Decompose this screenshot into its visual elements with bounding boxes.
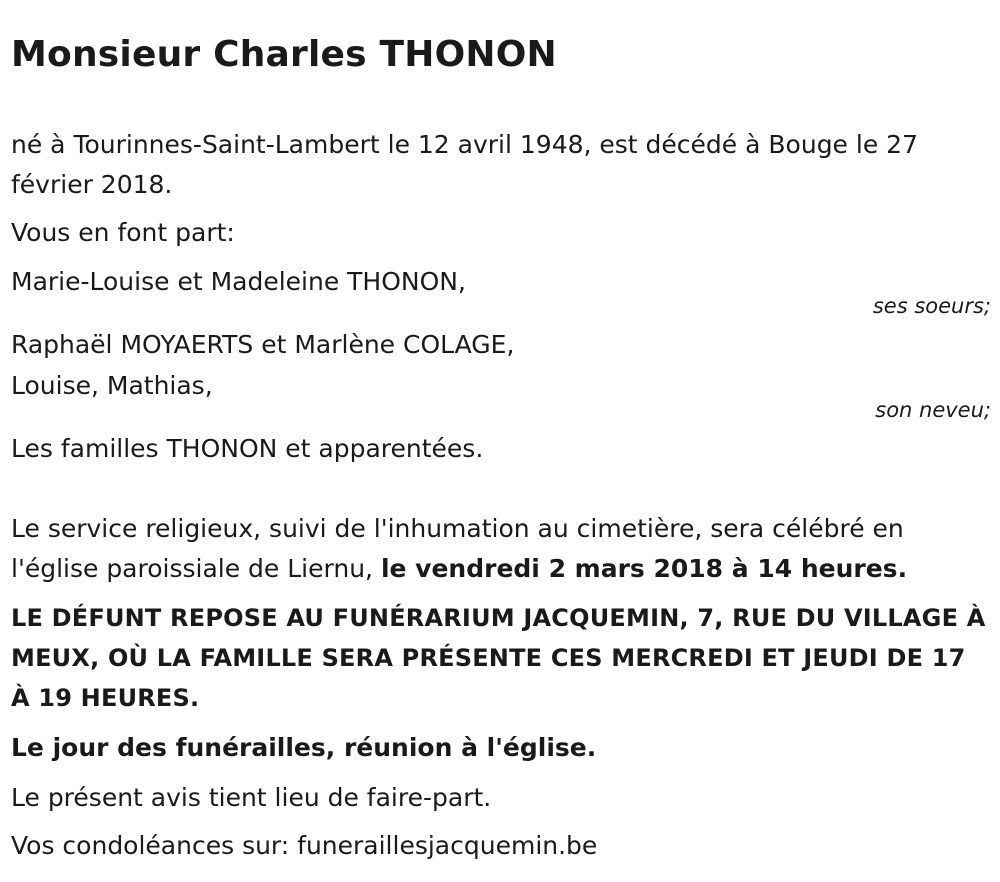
nephew-relation: son neveu; [875, 398, 991, 422]
service-text: Le service religieux, suivi de l'inhumation au cimetière, sera célébré en l'église paroissiale de Liernu, [11, 514, 904, 583]
deceased-name-title: Monsieur Charles THONON [11, 34, 557, 75]
families-text: Les familles THONON et apparentées. [11, 434, 484, 463]
service-date: le vendredi 2 mars 2018 à 14 heures. [380, 554, 908, 583]
repose-notice: LE DÉFUNT REPOSE AU FUNÉRARIUM JACQUEMIN, 7, RUE DU VILLAGE À MEUX, OÙ LA FAMILLE SERA PRÉSENTE CES MERCREDI ET JEUDI DE 17 À 19 HEURES. [11, 604, 986, 712]
intro-text: Vous en font part: [11, 218, 235, 247]
service-paragraph [11, 509, 986, 589]
sisters-relation: ses soeurs; [872, 294, 991, 318]
notice-text: Le présent avis tient lieu de faire-part. [11, 783, 492, 812]
nephew-line-1: Raphaël MOYAERTS et Marlène COLAGE, [11, 330, 515, 359]
meeting-text: Le jour des funérailles, réunion à l'église. [11, 733, 597, 762]
condolences-text: Vos condoléances sur: funeraillesjacquemin.be [11, 831, 598, 860]
birth-death-text: né à Tourinnes-Saint-Lambert le 12 avril 1948, est décédé à Bouge le 27 février 2018. [11, 130, 918, 199]
sisters-names: Marie-Louise et Madeleine THONON, [11, 267, 466, 296]
nephew-line-2: Louise, Mathias, [11, 371, 213, 400]
